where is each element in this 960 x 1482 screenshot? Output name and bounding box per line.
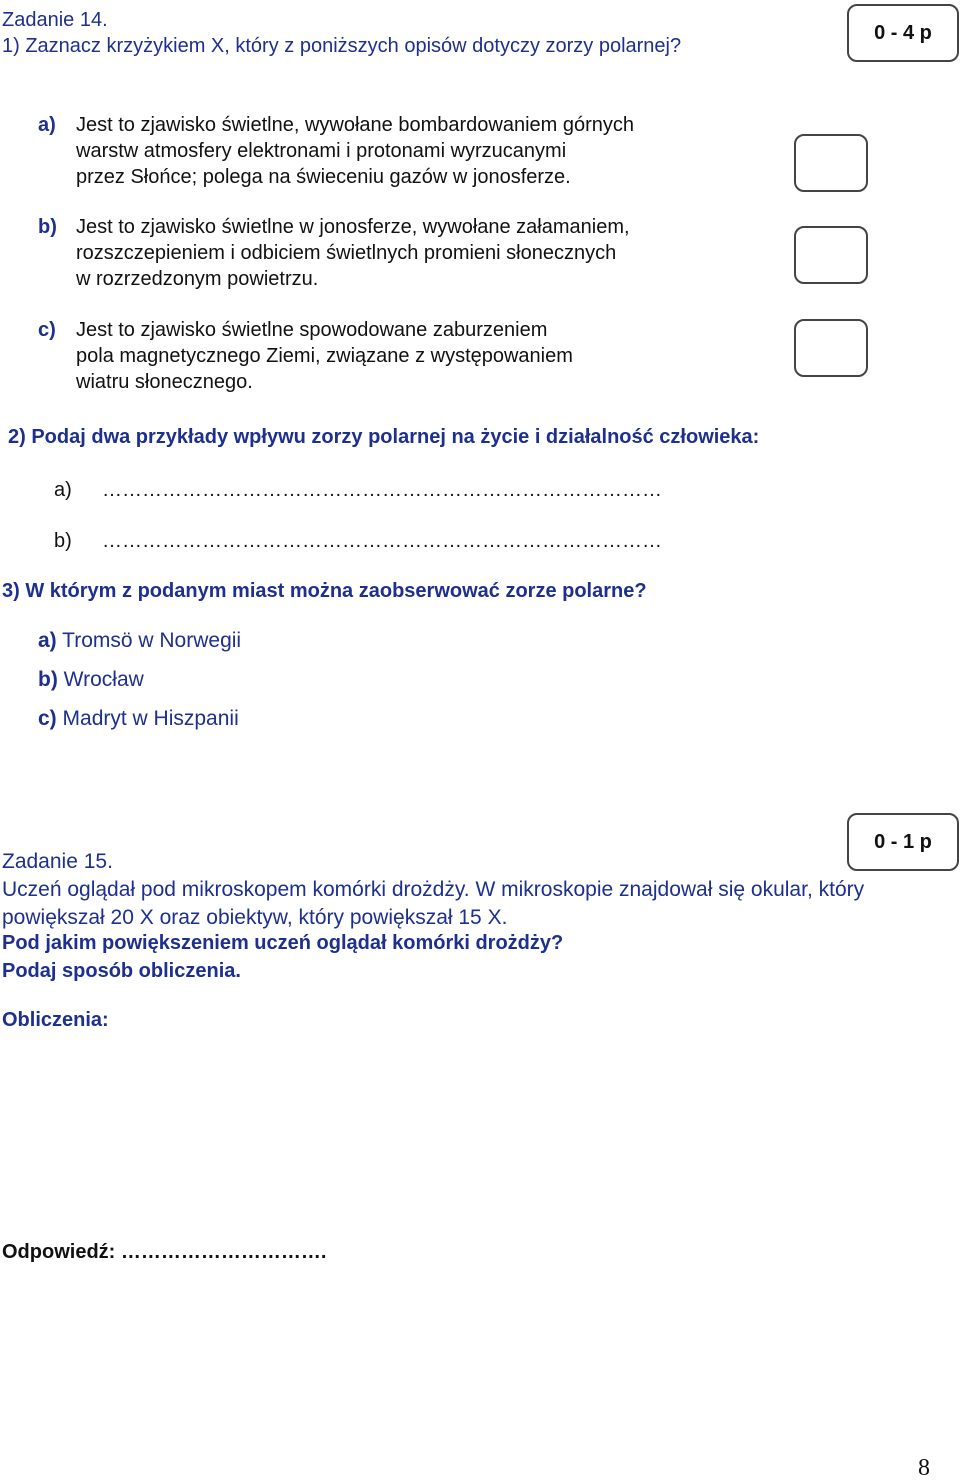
option-line: wiatru słonecznego. (76, 371, 253, 393)
answer-checkbox-b[interactable] (794, 226, 868, 284)
option-line: Jest to zjawisko świetlne w jonosferze, wywołane załamaniem, (76, 216, 630, 238)
q3-option-letter: c) (38, 707, 57, 730)
task-15-text-line: powiększał 20 X oraz obiektyw, który powiększał 15 X. (2, 906, 508, 929)
option-line: warstw atmosfery elektronami i protonami wyrzucanymi (76, 140, 567, 162)
option-line: rozszczepieniem i odbiciem świetlnych promieni słonecznych (76, 242, 617, 264)
q3-option-letter: b) (38, 668, 58, 691)
q3-option-text: Wrocław (63, 668, 144, 691)
answer-dots: ………………………………………………………………………… (102, 479, 662, 501)
answer-dots: ………………………………………………………………………… (102, 530, 662, 552)
task-15-title: Zadanie 15. (2, 850, 113, 873)
answer-label: Odpowiedź: (2, 1241, 121, 1263)
answer-checkbox-c[interactable] (794, 319, 868, 377)
option-line: pola magnetycznego Ziemi, związane z występowaniem (76, 345, 573, 367)
q3-option-text: Madryt w Hiszpanii (62, 707, 239, 730)
q3-option-c[interactable] (38, 706, 239, 732)
answer-line[interactable] (2, 1239, 326, 1265)
task-15-question (2, 929, 563, 985)
page-number: 8 (918, 1455, 930, 1481)
answer-line-a[interactable] (54, 477, 934, 503)
q3-option-letter: a) (38, 629, 57, 652)
answer-letter: a) (54, 479, 72, 501)
option-letter: c) (38, 319, 56, 341)
answer-dots: …………………………. (120, 1241, 327, 1263)
task-14-question-2: 2) Podaj dwa przykłady wpływu zorzy polarnej na życie i działalność człowieka: (8, 426, 760, 448)
task-14-score-box: 0 - 4 p (847, 4, 959, 62)
task-15-score-box: 0 - 1 p (847, 813, 959, 871)
task-15-text (2, 876, 864, 932)
option-line: w rozrzedzonym powietrzu. (76, 268, 319, 290)
option-line: Jest to zjawisko świetlne spowodowane zaburzeniem (76, 319, 548, 341)
answer-checkbox-a[interactable] (794, 134, 868, 192)
task-14-question-1: 1) Zaznacz krzyżykiem X, który z poniższych opisów dotyczy zorzy polarnej? (2, 35, 682, 57)
task-15-question-line: Podaj sposób obliczenia. (2, 960, 241, 982)
answer-letter: b) (54, 530, 72, 552)
option-line: Jest to zjawisko świetlne, wywołane bombardowaniem górnych (76, 114, 635, 136)
answer-line-b[interactable] (54, 528, 934, 554)
task-15-question-line: Pod jakim powiększeniem uczeń oglądał komórki drożdży? (2, 932, 564, 954)
option-letter: a) (38, 114, 56, 136)
q3-option-a[interactable] (38, 628, 241, 654)
q3-option-text: Tromsö w Norwegii (62, 629, 242, 652)
option-letter: b) (38, 216, 57, 238)
option-line: przez Słońce; polega na świeceniu gazów w jonosferze. (76, 166, 571, 188)
calculations-area[interactable] (2, 1040, 902, 1230)
task-14-question-3: 3) W którym z podanym miast można zaobserwować zorze polarne? (2, 580, 647, 602)
q3-option-b[interactable] (38, 667, 144, 693)
calculations-label: Obliczenia: (2, 1009, 109, 1031)
task-15-text-line: Uczeń oglądał pod mikroskopem komórki drożdży. W mikroskopie znajdował się okular, który (2, 878, 865, 901)
task-14-title: Zadanie 14. (2, 9, 108, 31)
